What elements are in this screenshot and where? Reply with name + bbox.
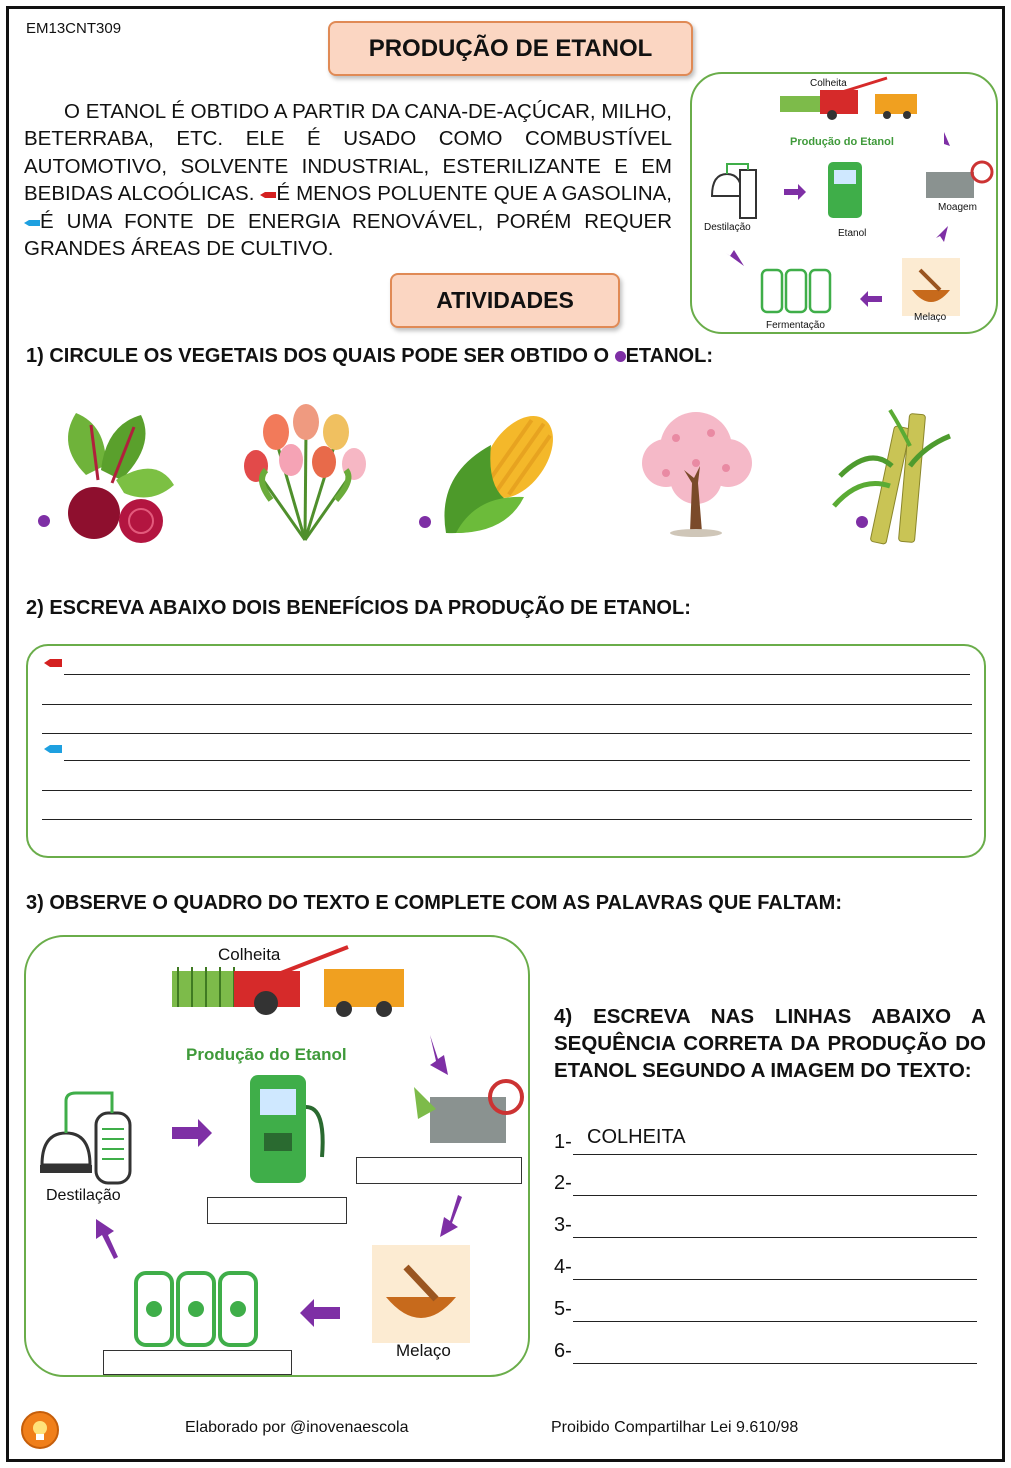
red-pencil-icon bbox=[44, 658, 62, 668]
sugarcane[interactable] bbox=[830, 406, 954, 546]
fermentation-tanks-icon bbox=[762, 270, 830, 312]
blank-box-fermentacao[interactable] bbox=[103, 1350, 292, 1375]
small-label-moagem: Moagem bbox=[938, 202, 977, 213]
question-2: 2) ESCREVA ABAIXO DOIS BENEFÍCIOS DA PRODUÇÃO DE ETANOL: bbox=[26, 597, 691, 619]
machine-icon bbox=[926, 162, 992, 198]
small-label-fermentacao: Fermentação bbox=[766, 320, 825, 331]
harvester-icon bbox=[780, 78, 917, 120]
sequence-line-1[interactable]: 1- COLHEITA bbox=[554, 1131, 977, 1154]
sequence-line-2[interactable]: 2- bbox=[554, 1172, 977, 1195]
blank-box-etanol[interactable] bbox=[207, 1197, 347, 1224]
page-title: PRODUÇÃO DE ETANOL bbox=[328, 21, 693, 76]
molasses-bowl-icon bbox=[372, 1245, 470, 1343]
question-1: 1) CIRCULE OS VEGETAIS DOS QUAIS PODE SER OBTIDO O ETANOL: bbox=[26, 345, 713, 367]
fermentation-tanks-icon bbox=[136, 1273, 256, 1345]
blue-pencil-icon bbox=[24, 218, 40, 228]
corn-cob[interactable] bbox=[436, 405, 564, 539]
sequence-line-6[interactable]: 6- bbox=[554, 1340, 977, 1363]
sequence-line-3[interactable]: 3- bbox=[554, 1214, 977, 1237]
tulips-bouquet[interactable] bbox=[236, 400, 374, 546]
machine-icon bbox=[414, 1081, 522, 1143]
small-label-etanol: Etanol bbox=[838, 228, 867, 239]
curriculum-code: EM13CNT309 bbox=[26, 20, 122, 37]
small-label-colheita: Colheita bbox=[810, 78, 847, 89]
answer-line[interactable] bbox=[64, 760, 970, 761]
purple-marker-beet bbox=[38, 515, 50, 527]
molasses-bowl-icon bbox=[902, 258, 960, 316]
footer-copyright: Proibido Compartilhar Lei 9.610/98 bbox=[551, 1419, 799, 1436]
purple-bullet-icon bbox=[615, 351, 626, 362]
blue-pencil-icon bbox=[44, 744, 62, 754]
blossom-tree[interactable] bbox=[636, 408, 758, 538]
answer-line[interactable] bbox=[42, 704, 972, 705]
large-label-colheita: Colheita bbox=[218, 945, 281, 964]
answer-line[interactable] bbox=[42, 819, 972, 820]
logo-icon bbox=[20, 1410, 60, 1450]
intro-text: O ETANOL É OBTIDO A PARTIR DA CANA-DE-AÇÚCAR, MILHO, BETERRABA, ETC. ELE É USADO COMO COMBUSTÍVEL AUTOMOTIVO, SOLVENTE INDUSTRIAL, ESTERILIZANTE E EM BEBIDAS ALCOÓLICAS. É MENOS POLUENTE QUE A GASOLINA, É UMA FONTE DE ENERGIA RENOVÁVEL, PORÉM REQUER GRANDES ÁREAS DE CULTIVO. bbox=[24, 100, 672, 261]
answer-line[interactable] bbox=[42, 733, 972, 734]
activities-title: ATIVIDADES bbox=[390, 273, 620, 328]
large-label-destilacao: Destilação bbox=[46, 1187, 121, 1204]
harvester-icon bbox=[172, 947, 404, 1017]
large-label-melaco: Melaço bbox=[396, 1341, 451, 1360]
sequence-answer-1: COLHEITA bbox=[587, 1126, 686, 1148]
answer-line[interactable] bbox=[42, 790, 972, 791]
small-diagram-title: Produção do Etanol bbox=[790, 136, 894, 148]
small-label-destilacao: Destilação bbox=[704, 222, 751, 233]
footer-author: Elaborado por @inovenaescola bbox=[185, 1419, 409, 1436]
small-diagram bbox=[690, 72, 998, 334]
answer-box-benefits[interactable] bbox=[26, 644, 986, 858]
question-3: 3) OBSERVE O QUADRO DO TEXTO E COMPLETE COM AS PALAVRAS QUE FALTAM: bbox=[26, 892, 842, 914]
ethanol-pump-icon bbox=[828, 162, 862, 218]
distillation-icon bbox=[712, 164, 756, 218]
answer-line[interactable] bbox=[64, 674, 970, 675]
large-diagram bbox=[24, 935, 530, 1377]
red-pencil-icon bbox=[260, 190, 276, 200]
small-label-melaco: Melaço bbox=[914, 312, 947, 323]
question-4: 4) ESCREVA NAS LINHAS ABAIXO A SEQUÊNCIA CORRETA DA PRODUÇÃO DO ETANOL SEGUNDO A IMAGEM DO TEXTO: bbox=[554, 1005, 986, 1082]
beet-plant[interactable] bbox=[46, 405, 178, 547]
sequence-line-5[interactable]: 5- bbox=[554, 1298, 977, 1321]
purple-marker-sugarcane bbox=[856, 516, 868, 528]
large-diagram-title: Produção do Etanol bbox=[186, 1045, 347, 1064]
ethanol-pump-icon bbox=[250, 1075, 323, 1183]
purple-marker-corn bbox=[419, 516, 431, 528]
distillation-icon bbox=[40, 1093, 130, 1183]
blank-box-moagem[interactable] bbox=[356, 1157, 522, 1184]
sequence-line-4[interactable]: 4- bbox=[554, 1256, 977, 1279]
